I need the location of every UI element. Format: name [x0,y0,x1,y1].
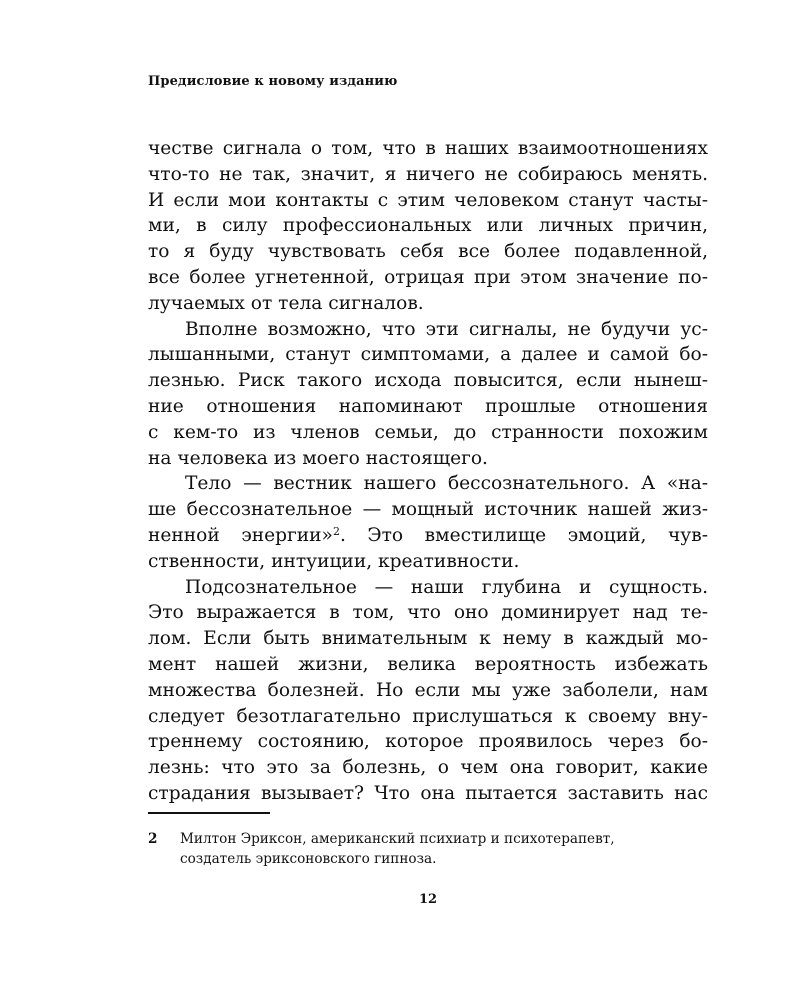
text-line: Это выражается в том, что оно доминирует над те- [148,602,708,624]
text-line: честве сигнала о том, что в наших взаимоотношениях [148,138,708,159]
text-line: множества болезней. Но если мы уже заболели, нам [148,679,708,701]
text-line: ше бессознательное — мощный источник нашей жиз- [148,499,708,521]
footnote-reference: 2 [332,524,340,538]
text-line: И если мои контакты с этим человеком станут часты- [148,189,708,211]
text-line: лезнью. Риск такого исхода повысится, если нынеш- [148,370,708,392]
text-line: с кем-то из членов семьи, до странности похожим [148,421,708,443]
text-line: лом. Если быть внимательным к нему в каждый мо- [148,628,708,650]
text-line: мент нашей жизни, велика вероятность избежать [148,653,708,675]
text-line: следует безотлагательно прислушаться к своему вну- [148,705,708,727]
text-line: Тело — вестник нашего бессознательного. А «на- [185,473,708,495]
text-fragment: ненной энергии» [148,524,333,546]
text-line: страдания вызывает? Что она пытается заставить нас [148,782,708,804]
text-line: ственности, интуиции, креативности. [148,550,520,572]
text-line: на человека из моего настоящего. [148,447,488,469]
text-line: что-то не так, значит, я ничего не собираюсь менять. [148,163,708,185]
text-line: ми, в силу профессиональных или личных причин, [148,215,708,237]
text-line: лучаемых от тела сигналов. [148,292,424,314]
text-line-with-footnote-ref [148,523,708,549]
footnote-separator [148,812,270,814]
text-line: Вполне возможно, что эти сигналы, не будучи ус- [185,318,708,340]
footnote-text [180,829,708,869]
text-fragment: . Это вместилище эмоций, чув- [339,524,708,546]
footnote-line: создатель эриксоновского гипноза. [180,851,437,867]
text-line: все более угнетенной, отрицая при этом значение по- [148,266,708,288]
text-line: треннему состоянию, которое проявилось через бо- [148,731,708,753]
footnote-number: 2 [148,831,158,847]
text-line: лышанными, станут симптомами, а далее и самой бо- [148,344,708,366]
body-text [148,136,708,807]
text-line: ние отношения напоминают прошлые отношения [148,395,708,417]
running-head: Предисловие к новому изданию [148,74,398,89]
text-line: лезнь: что это за болезнь, о чем она говорит, какие [148,757,708,779]
text-line: Подсознательное — наши глубина и сущность. [185,576,708,598]
text-line: то я буду чувствовать себя все более подавленной, [148,241,708,263]
footnote-line: Милтон Эриксон, американский психиатр и психотерапевт, [180,831,615,847]
footnote [148,829,708,869]
page-number: 12 [418,892,438,907]
